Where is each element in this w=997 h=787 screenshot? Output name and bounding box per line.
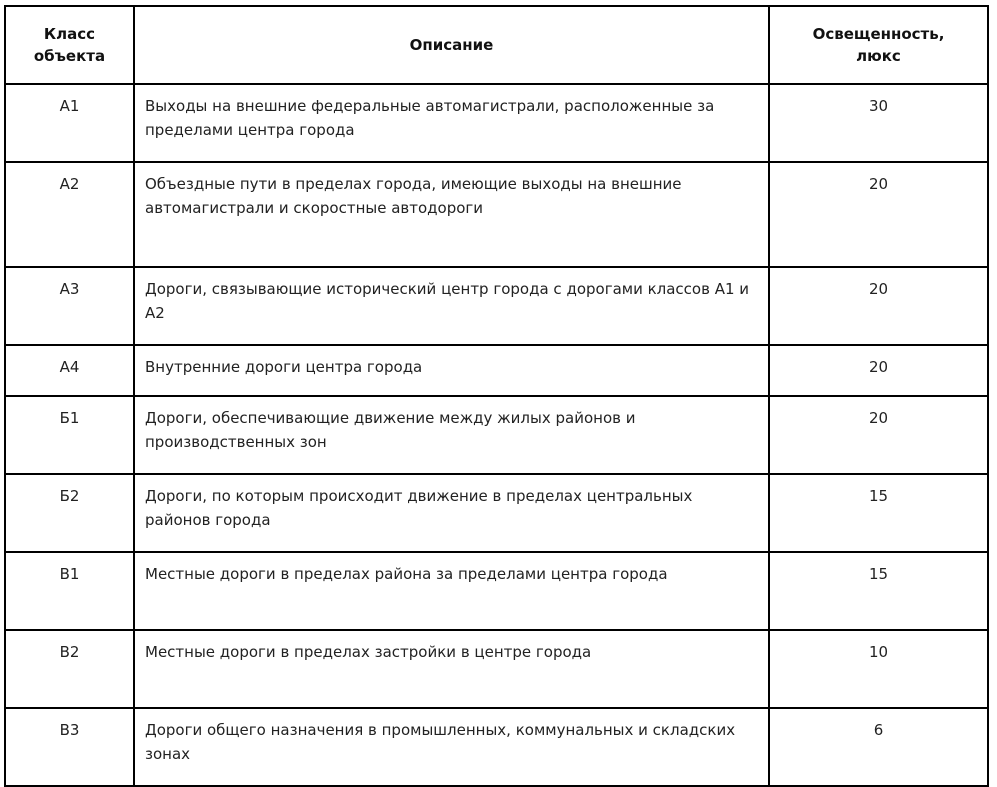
class-cell: А2 [5,162,134,267]
table-row [5,474,988,552]
description-cell: Дороги общего назначения в промышленных, коммунальных и складских зонах [134,708,769,786]
description-cell: Местные дороги в пределах района за пределами центра города [134,552,769,630]
illuminance-cell: 20 [769,345,988,396]
illuminance-cell: 15 [769,552,988,630]
class-cell: Б1 [5,396,134,474]
class-cell: А3 [5,267,134,345]
table-row [5,396,988,474]
header-illuminance-line2: люкс [856,47,901,65]
table-row [5,630,988,708]
lighting-class-table [4,5,989,787]
description-cell: Дороги, связывающие исторический центр города с дорогами классов А1 и А2 [134,267,769,345]
illuminance-cell: 6 [769,708,988,786]
class-cell: В1 [5,552,134,630]
table-row [5,162,988,267]
table-row [5,267,988,345]
description-cell: Объездные пути в пределах города, имеющие выходы на внешние автомагистрали и скоростные автодороги [134,162,769,267]
illuminance-cell: 10 [769,630,988,708]
table-row [5,552,988,630]
table-row [5,84,988,162]
header-class [5,6,134,84]
description-cell: Внутренние дороги центра города [134,345,769,396]
table-header-row [5,6,988,84]
description-cell: Дороги, обеспечивающие движение между жилых районов и производственных зон [134,396,769,474]
class-cell: В2 [5,630,134,708]
header-description: Описание [134,6,769,84]
illuminance-cell: 30 [769,84,988,162]
header-illuminance-line1: Освещенность, [812,25,945,43]
class-cell: А1 [5,84,134,162]
header-class-line1: Класс [43,25,96,43]
class-cell: В3 [5,708,134,786]
description-cell: Дороги, по которым происходит движение в пределах центральных районов города [134,474,769,552]
table-row [5,708,988,786]
description-cell: Выходы на внешние федеральные автомагистрали, расположенные за пределами центра города [134,84,769,162]
description-cell: Местные дороги в пределах застройки в центре города [134,630,769,708]
header-class-line2: объекта [33,47,106,65]
illuminance-cell: 20 [769,396,988,474]
illuminance-cell: 20 [769,267,988,345]
header-illuminance [769,6,988,84]
illuminance-cell: 15 [769,474,988,552]
class-cell: А4 [5,345,134,396]
illuminance-cell: 20 [769,162,988,267]
class-cell: Б2 [5,474,134,552]
table-row [5,345,988,396]
